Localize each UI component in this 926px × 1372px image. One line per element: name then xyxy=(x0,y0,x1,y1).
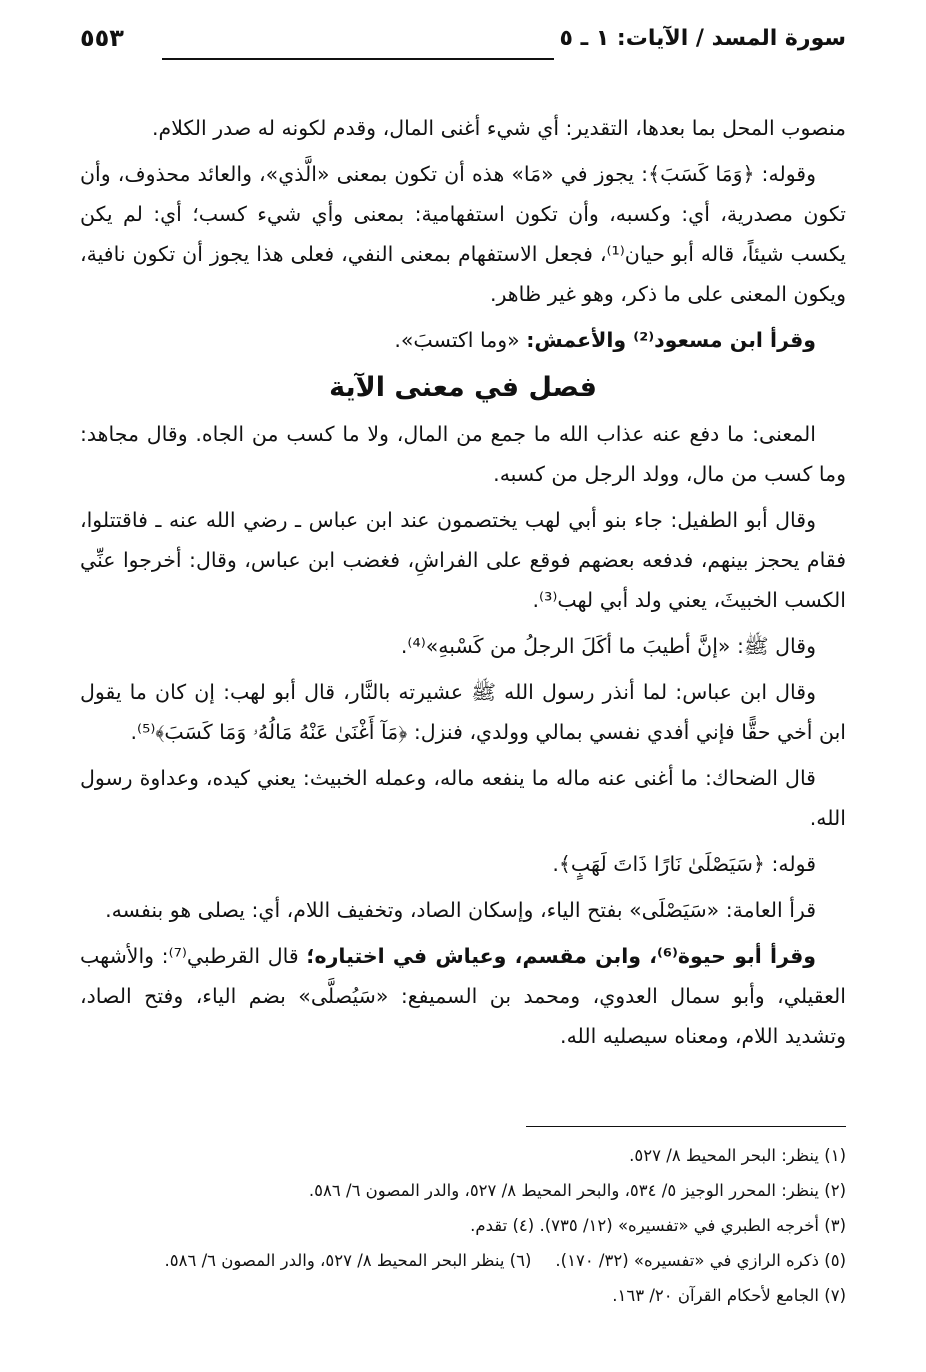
footnote: (٢) ينظر: المحرر الوجيز ٥/ ٥٣٤، والبحر المحيط ٨/ ٥٢٧، والدر المصون ٦/ ٥٨٦. xyxy=(308,1181,846,1200)
running-title: سورة المسد / الآيات: ١ ـ ٥ xyxy=(559,26,846,51)
page-number: ٥٥٣ xyxy=(80,24,124,52)
main-text xyxy=(80,108,846,1062)
paragraph: وقال ابن عباس: لما أنذر رسول الله ﷺ عشيرته بالنَّار، قال أبو لهب: إن كان ما يقول ابن أخي حقًّا فإني أفدي نفسي بمالي وولدي، فنزل: ﴿مَآ أَغْنَىٰ عَنْهُ مَالُهُۥ وَمَا كَسَبَ﴾⁽⁵⁾. xyxy=(80,680,846,744)
footnote: (٣) أخرجه الطبري في «تفسيره» (١٢/ ٧٣٥). (٤) تقدم. xyxy=(470,1216,846,1235)
paragraph: قال الضحاك: ما أغنى عنه ماله ما ينفعه ماله، وعمله الخبيث: يعني كيده، وعداوة رسول الله. xyxy=(80,766,846,830)
paragraph-rest: «وما اكتسبَ». xyxy=(394,328,527,352)
paragraph: وقال ﷺ: «إنَّ أطيبَ ما أكَلَ الرجلُ من كَسْبهِ»⁽⁴⁾. xyxy=(400,634,816,658)
paragraph: وقال أبو الطفيل: جاء بنو أبي لهب يختصمون عند ابن عباس ـ رضي الله عنه ـ فاقتتلوا، فقام يحجز بينهم، فدفعه بعضهم فوقع على الفراشِ، فغضب ابن عباس، وقال: أخرجوا عنِّي الكسب الخبيثَ، يعني ولد أبي لهب⁽³⁾. xyxy=(80,508,846,612)
footnote-pair xyxy=(80,1243,846,1278)
footnote: (١) ينظر: البحر المحيط ٨/ ٥٢٧. xyxy=(629,1146,846,1165)
paragraph xyxy=(80,936,846,1056)
footnotes xyxy=(80,1138,846,1313)
bold-lead: وقرأ أبو حيوة⁽⁶⁾، وابن مقسم، وعياش في اختياره؛ xyxy=(306,944,816,968)
paragraph-rest: قال القرطبي⁽⁷⁾: والأشهب العقيلي، وأبو سمال العدوي، ومحمد بن السميفع: «سَيُصلَّى» بضم الياء، وفتح الصاد، وتشديد اللام، ومعناه سيصليه الله. xyxy=(80,944,846,1048)
paragraph: قوله: ﴿سَيَصْلَىٰ نَارًا ذَاتَ لَهَبٍ﴾. xyxy=(552,852,816,876)
paragraph: وقوله: ﴿وَمَا كَسَبَ﴾: يجوز في «مَا» هذه أن تكون بمعنى «الَّذي»، والعائد محذوف، وأن تكون مصدرية، أي: وكسبه، وأن تكون استفهامية: بمعنى وأي شيء كسب؛ أي: لم يكن يكسب شيئاً، قاله أبو حيان⁽¹⁾، فجعل الاستفهام بمعنى النفي، فعلى هذا يجوز أن تكون نافية، ويكون المعنى على ما ذكر، وهو غير ظاهر. xyxy=(80,162,847,306)
paragraph xyxy=(80,320,846,360)
bold-lead: وقرأ ابن مسعود⁽²⁾ والأعمش: xyxy=(526,328,816,352)
paragraph: المعنى: ما دفع عنه عذاب الله ما جمع من المال، ولا ما كسب من الجاه. وقال مجاهد: وما كسب من مال، وولد الرجل من كسبه. xyxy=(80,422,846,486)
footnote: (٧) الجامع لأحكام القرآن ٢٠/ ١٦٣. xyxy=(612,1286,846,1305)
page-header xyxy=(80,20,846,68)
header-rule xyxy=(162,58,554,60)
section-heading: فصل في معنى الآية xyxy=(329,372,597,403)
footnote: (٥) ذكره الرازي في «تفسيره» (٣٢/ ١٧٠). xyxy=(555,1251,846,1270)
footnote: (٦) ينظر البحر المحيط ٨/ ٥٢٧، والدر المصون ٦/ ٥٨٦. xyxy=(164,1251,532,1270)
footnote-separator xyxy=(526,1126,846,1127)
paragraph: منصوب المحل بما بعدها، التقدير: أي شيء أغنى المال، وقدم لكونه له صدر الكلام. xyxy=(151,116,846,140)
paragraph: قرأ العامة: «سَيَصْلَى» بفتح الياء، وإسكان الصاد، وتخفيف اللام، أي: يصلى هو بنفسه. xyxy=(105,898,816,922)
